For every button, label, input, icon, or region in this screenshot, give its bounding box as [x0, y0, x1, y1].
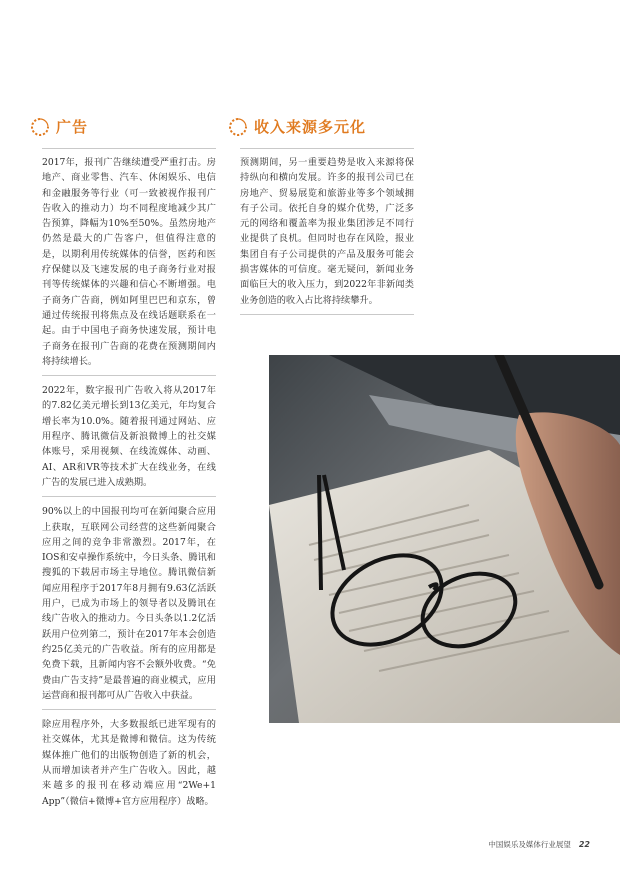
page-footer [488, 839, 590, 850]
section-heading-advertising [30, 116, 88, 137]
right-column [240, 148, 414, 322]
paragraph: 90%以上的中国报刊均可在新闻聚合应用上获取，互联网公司经营的这些新闻聚合应用之间的竞争非常激烈。2017年，在IOS和安卓操作系统中，今日头条、腾讯和搜狐的下载居市场主导地位。腾讯微信新闻应用程序于2017年8月拥有9.63亿活跃用户，已成为市场上的领导者以及腾讯在线广告收入的推动力。今日头条以1.2亿活跃用户位列第二，预计在2017年本会创造约25亿美元的广告收益。所有的应用都是免费下载，且新闻内容不会额外收费。“免费由广告支持”是最普遍的商业模式，应用运营商和报刊都可从广告收入中获益。 [42, 506, 216, 701]
left-column [42, 148, 216, 809]
divider [240, 148, 414, 149]
page-number: 22 [578, 840, 590, 849]
footer-title: 中国娱乐及媒体行业展望 [488, 840, 571, 849]
divider [240, 314, 414, 315]
divider [42, 148, 216, 149]
section-heading-revenue [228, 116, 366, 137]
divider [42, 375, 216, 376]
arc-icon [228, 117, 248, 137]
paragraph: 2022年，数字报刊广告收入将从2017年的7.82亿美元增长到13亿美元，年均复合增长率为10.0%。随着报刊通过网站、应用程序、腾讯微信及新浪微博上的社交媒体账号，采用视频、在线流媒体、动画、AI、AR和VR等技术扩大在线业务，在线广告的发展已进入成熟期。 [42, 385, 216, 488]
divider [42, 709, 216, 710]
photo-glasses-on-newspaper [269, 355, 620, 723]
glasses-newspaper-image [269, 355, 620, 723]
arc-icon [30, 117, 50, 137]
heading-revenue-diversification: 收入来源多元化 [254, 118, 367, 136]
heading-advertising: 广告 [56, 118, 89, 136]
paragraph: 2017年，报刊广告继续遭受严重打击。房地产、商业零售、汽车、休闲娱乐、电信和金融服务等行业（可一致被视作报刊广告收入的推动力）均不同程度地减少其广告预算，降幅为10%至50%。虽然房地产仍然是最大的广告客户，但值得注意的是，以期利用传统媒体的信誉，医药和医疗保健以及飞速发展的电子商务行业对报刊等传统媒体的兴趣和信心不断增强。电子商务广告商，例如阿里巴巴和京东，曾通过传统报刊将焦点及在线话题联系在一起。由于中国电子商务快速发展，预计电子商务在报刊广告商的花费在预测期间内将持续增长。 [42, 157, 216, 367]
paragraph: 除应用程序外，大多数报纸已进军现有的社交媒体，尤其是微博和微信。这为传统媒体推广他们的出版物创造了新的机会，从而增加读者并产生广告收入。因此，越来越多的报刊在移动端应用“2We+1 App”（微信+微博+官方应用程序）战略。 [42, 719, 216, 807]
divider [42, 496, 216, 497]
paragraph: 预测期间，另一重要趋势是收入来源将保持纵向和横向发展。许多的报刊公司已在房地产、贸易展览和旅游业等多个领域拥有子公司。依托自身的媒介优势，广泛多元的网络和覆盖率为报业集团涉足不同行业提供了良机。但同时也存在风险，报业集团自有子公司提供的产品及服务可能会损害媒体的可信度。毫无疑问，新闻业务面临巨大的收入压力，到2022年非新闻类业务创造的收入占比将持续攀升。 [240, 157, 414, 306]
